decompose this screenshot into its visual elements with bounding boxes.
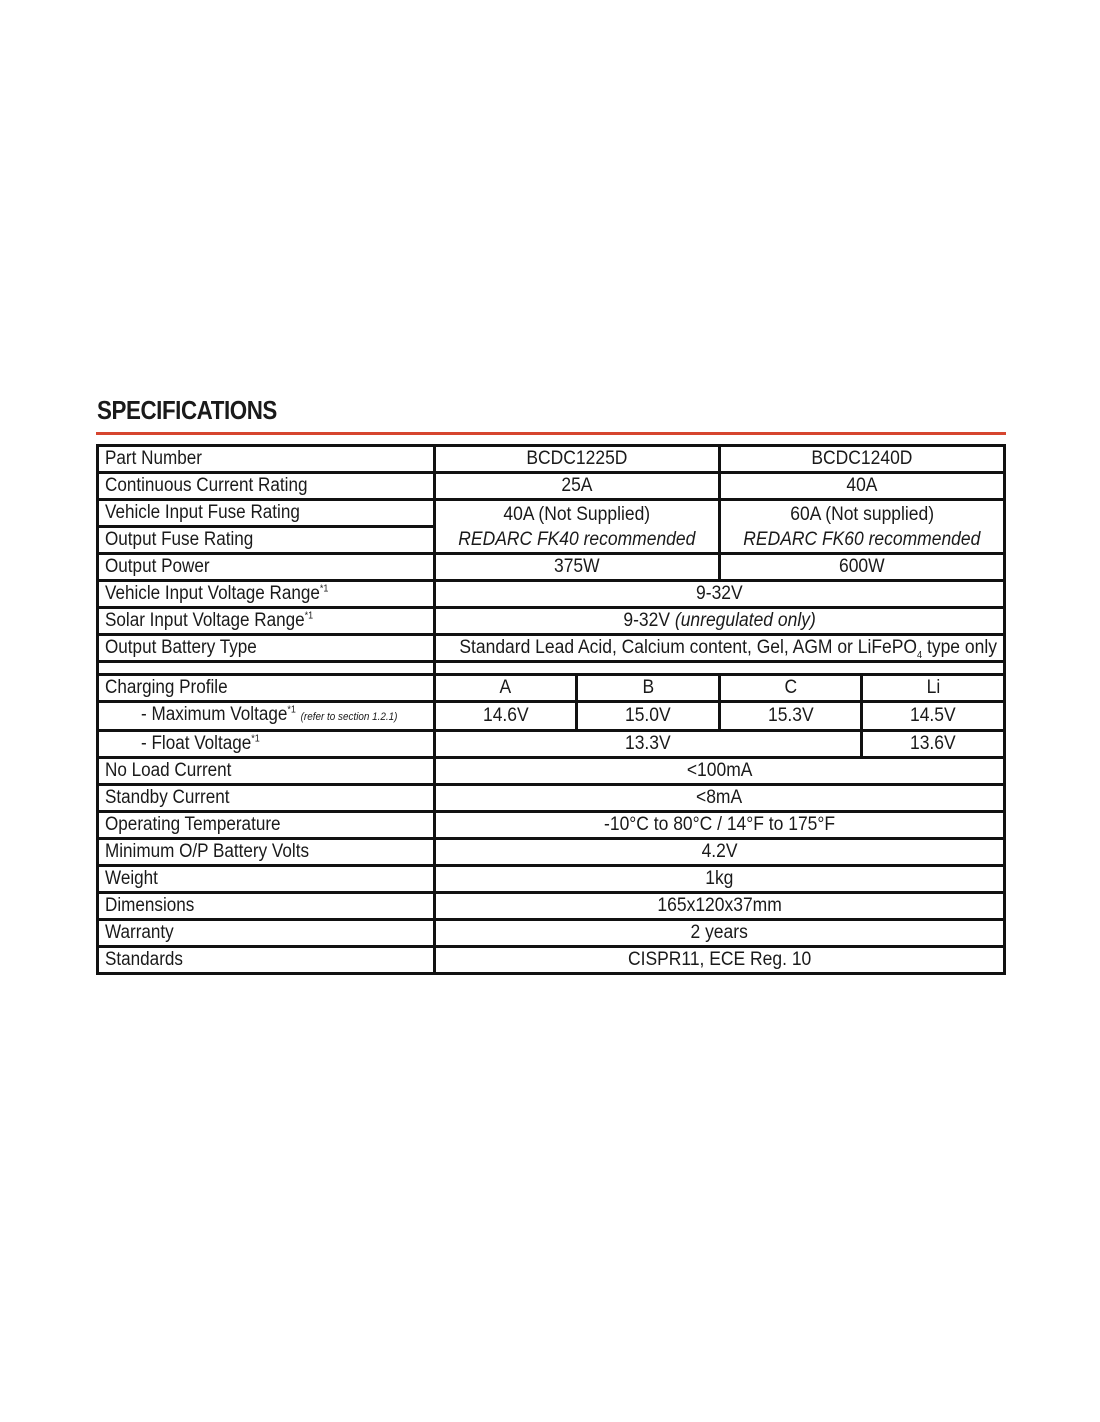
table-row <box>98 920 1005 947</box>
table-row <box>98 473 1005 500</box>
profile-c: C <box>720 675 862 702</box>
row-label: Minimum O/P Battery Volts <box>98 839 435 866</box>
row-label: Vehicle Input Fuse Rating <box>98 500 435 527</box>
vehicle-input-voltage-value: 9-32V <box>435 581 1005 608</box>
row-label: Part Number <box>98 446 435 473</box>
row-label: Operating Temperature <box>98 812 435 839</box>
table-row <box>98 608 1005 635</box>
table-row <box>98 581 1005 608</box>
footnote-marker: *1 <box>251 733 260 745</box>
specifications-table <box>96 444 1006 975</box>
min-battery-volts-value: 4.2V <box>435 839 1005 866</box>
solar-input-voltage-value: 9-32V (unregulated only) <box>435 608 1005 635</box>
spacer-row <box>98 662 1005 675</box>
standby-current-value: <8mA <box>435 785 1005 812</box>
row-label: Standards <box>98 947 435 974</box>
table-row <box>98 702 1005 731</box>
table-row <box>98 812 1005 839</box>
table-row <box>98 839 1005 866</box>
profile-a: A <box>435 675 577 702</box>
float-voltage-abc: 13.3V <box>435 731 862 758</box>
table-row <box>98 731 1005 758</box>
row-label: Solar Input Voltage Range$^{*1}$ <box>98 608 435 635</box>
part-number-b: BCDC1240D <box>720 446 1005 473</box>
operating-temperature-value: -10°C to 80°C / 14°F to 175°F <box>435 812 1005 839</box>
max-voltage-a: 14.6V <box>435 702 577 731</box>
table-row <box>98 947 1005 974</box>
table-row <box>98 785 1005 812</box>
warranty-value: 2 years <box>435 920 1005 947</box>
heading-divider <box>96 432 1006 435</box>
current-rating-b: 40A <box>720 473 1005 500</box>
row-label: Dimensions <box>98 893 435 920</box>
row-label: Output Power <box>98 554 435 581</box>
row-label: Output Battery Type <box>98 635 435 662</box>
row-label: Warranty <box>98 920 435 947</box>
fuse-rating-b: 60A (Not supplied) REDARC FK60 recommended <box>720 500 1005 554</box>
row-label: Vehicle Input Voltage Range$^{*1}$ <box>98 581 435 608</box>
table-row <box>98 675 1005 702</box>
row-label: - Maximum Voltage$^{*1}$ (refer to section 1.2.1) <box>98 702 435 731</box>
table-row <box>98 500 1005 527</box>
row-label: Charging Profile <box>98 675 435 702</box>
row-label: No Load Current <box>98 758 435 785</box>
footnote-marker: *1 <box>304 610 314 622</box>
table-row <box>98 893 1005 920</box>
table-row <box>98 554 1005 581</box>
table-row <box>98 758 1005 785</box>
profile-b: B <box>577 675 720 702</box>
row-label: Standby Current <box>98 785 435 812</box>
row-label: Output Fuse Rating <box>98 527 435 554</box>
battery-type-value: Standard Lead Acid, Calcium content, Gel, AGM or LiFePO$_4$ type only <box>435 635 1005 662</box>
no-load-current-value: <100mA <box>435 758 1005 785</box>
dimensions-value: 165x120x37mm <box>435 893 1005 920</box>
float-voltage-li: 13.6V <box>862 731 1005 758</box>
output-power-b: 600W <box>720 554 1005 581</box>
page-title: SPECIFICATIONS <box>97 395 277 425</box>
max-voltage-c: 15.3V <box>720 702 862 731</box>
output-power-a: 375W <box>435 554 720 581</box>
part-number-a: BCDC1225D <box>435 446 720 473</box>
fuse-rating-a: 40A (Not Supplied) REDARC FK40 recommended <box>435 500 720 554</box>
current-rating-a: 25A <box>435 473 720 500</box>
weight-value: 1kg <box>435 866 1005 893</box>
row-label: Continuous Current Rating <box>98 473 435 500</box>
table-row <box>98 635 1005 662</box>
max-voltage-li: 14.5V <box>862 702 1005 731</box>
row-label: - Float Voltage$^{*1}$ <box>98 731 435 758</box>
footnote-marker: *1 <box>319 583 329 595</box>
max-voltage-b: 15.0V <box>577 702 720 731</box>
table-row <box>98 866 1005 893</box>
standards-value: CISPR11, ECE Reg. 10 <box>435 947 1005 974</box>
table-row <box>98 446 1005 473</box>
row-label: Weight <box>98 866 435 893</box>
footnote-marker: *1 <box>287 704 296 716</box>
profile-li: Li <box>862 675 1005 702</box>
